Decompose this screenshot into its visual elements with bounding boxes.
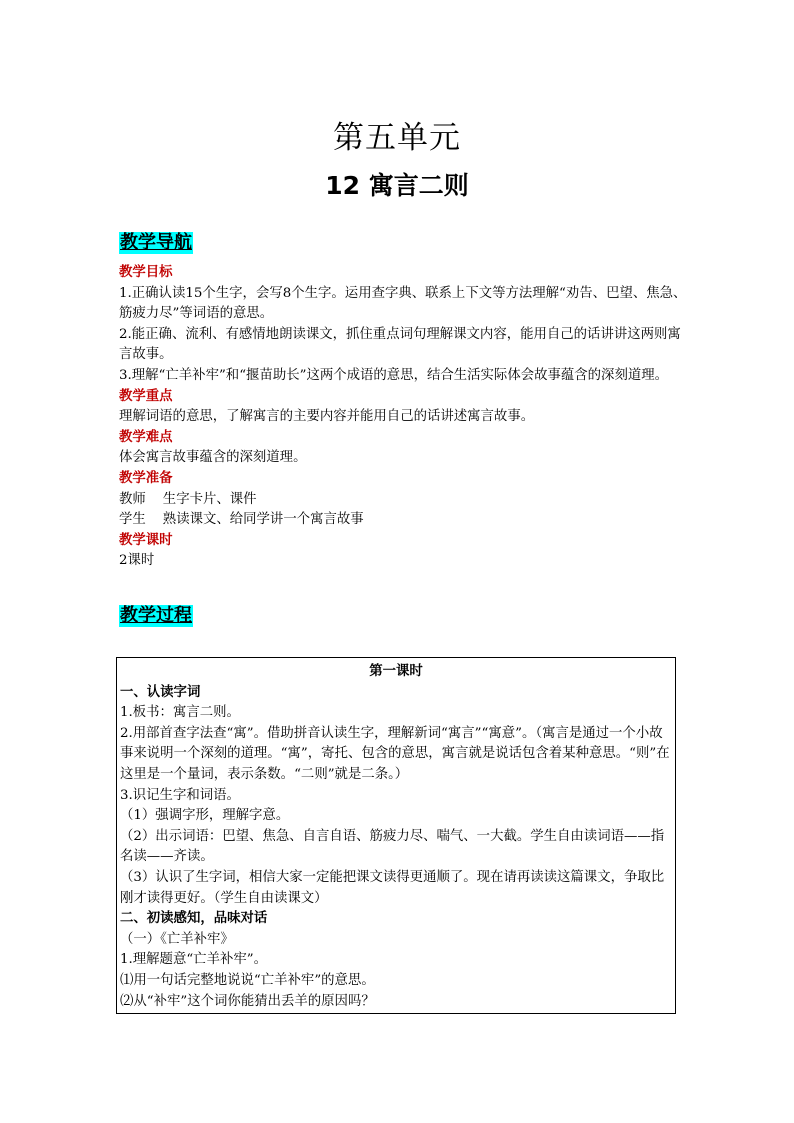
objective-item: 3.理解“亡羊补牢”和“揠苗助长”这两个成语的意思，结合生活实际体会故事蕴含的深刻道理。 xyxy=(119,367,668,383)
lesson-line: 1.板书：寓言二则。 xyxy=(120,705,240,721)
lesson-line: 3.识记生字和词语。 xyxy=(120,787,240,803)
lesson-line: （2）出示词语：巴望、焦急、自言自语、筋疲力尽、喘气、一大截。学生自由读词语——指名读——齐读。 xyxy=(120,828,665,865)
teaching-navigation-body xyxy=(119,263,691,572)
hours-heading: 教学课时 xyxy=(119,532,173,548)
lesson-line: ⑵从“补牢”这个词你能猜出丢羊的原因吗？ xyxy=(120,993,375,1009)
difficulties-text: 体会寓言故事蕴含的深刻道理。 xyxy=(119,450,307,466)
lesson-table-cell xyxy=(116,657,676,1014)
lesson-line: 二、初读感知，品味对话 xyxy=(120,911,268,927)
objective-item: 1.正确认读15个生字，会写8个生字。运用查字典、联系上下文等方法理解“劝告、巴望、焦急、筋疲力尽”等词语的意思。 xyxy=(119,285,687,322)
difficulties-heading: 教学难点 xyxy=(119,429,173,445)
lesson-box-title: 第一课时 xyxy=(369,664,423,679)
preparation-teacher: 教师 生字卡片、课件 xyxy=(119,491,257,507)
lesson-line: 1.理解题意“亡羊补牢”。 xyxy=(120,952,267,968)
key-points-heading: 教学重点 xyxy=(119,388,173,404)
lesson-line: （一）《亡羊补牢》 xyxy=(120,931,234,947)
objective-item: 2.能正确、流利、有感情地朗读课文，抓住重点词句理解课文内容，能用自己的话讲讲这两则寓言故事。 xyxy=(119,326,681,363)
unit-title: 第五单元 xyxy=(333,120,461,156)
lesson-line: （1）强调字形，理解字意。 xyxy=(120,808,290,824)
objectives-heading: 教学目标 xyxy=(119,265,173,280)
preparation-student: 学生 熟读课文、给同学讲一个寓言故事 xyxy=(119,512,364,528)
lesson-line: 2.用部首查字法查“寓”。借助拼音认读生字，理解新词“寓言”“寓意”。（寓言是通过一个小故事来说明一个深刻的道理。“寓”，寄托、包含的意思，寓言就是说话包含着某种意思。“则”在这里是一个量词，表示条数。“二则”就是二条。） xyxy=(120,725,670,782)
hours-text: 2课时 xyxy=(119,553,155,569)
teaching-navigation-heading: 教学导航 xyxy=(120,232,192,253)
lesson-line: 一、认读字词 xyxy=(120,684,201,700)
lesson-line: ⑴用一句话完整地说说“亡羊补牢”的意思。 xyxy=(120,972,375,988)
teaching-process-heading: 教学过程 xyxy=(120,605,192,626)
lesson-line: （3）认识了生字词，相信大家一定能把课文读得更通顺了。现在请再读读这篇课文，争取比刚才读得更好。（学生自由读课文） xyxy=(120,869,665,906)
lesson-title: 12 寓言二则 xyxy=(325,171,469,200)
key-points-text: 理解词语的意思，了解寓言的主要内容并能用自己的话讲述寓言故事。 xyxy=(119,409,535,425)
preparation-heading: 教学准备 xyxy=(119,470,173,486)
